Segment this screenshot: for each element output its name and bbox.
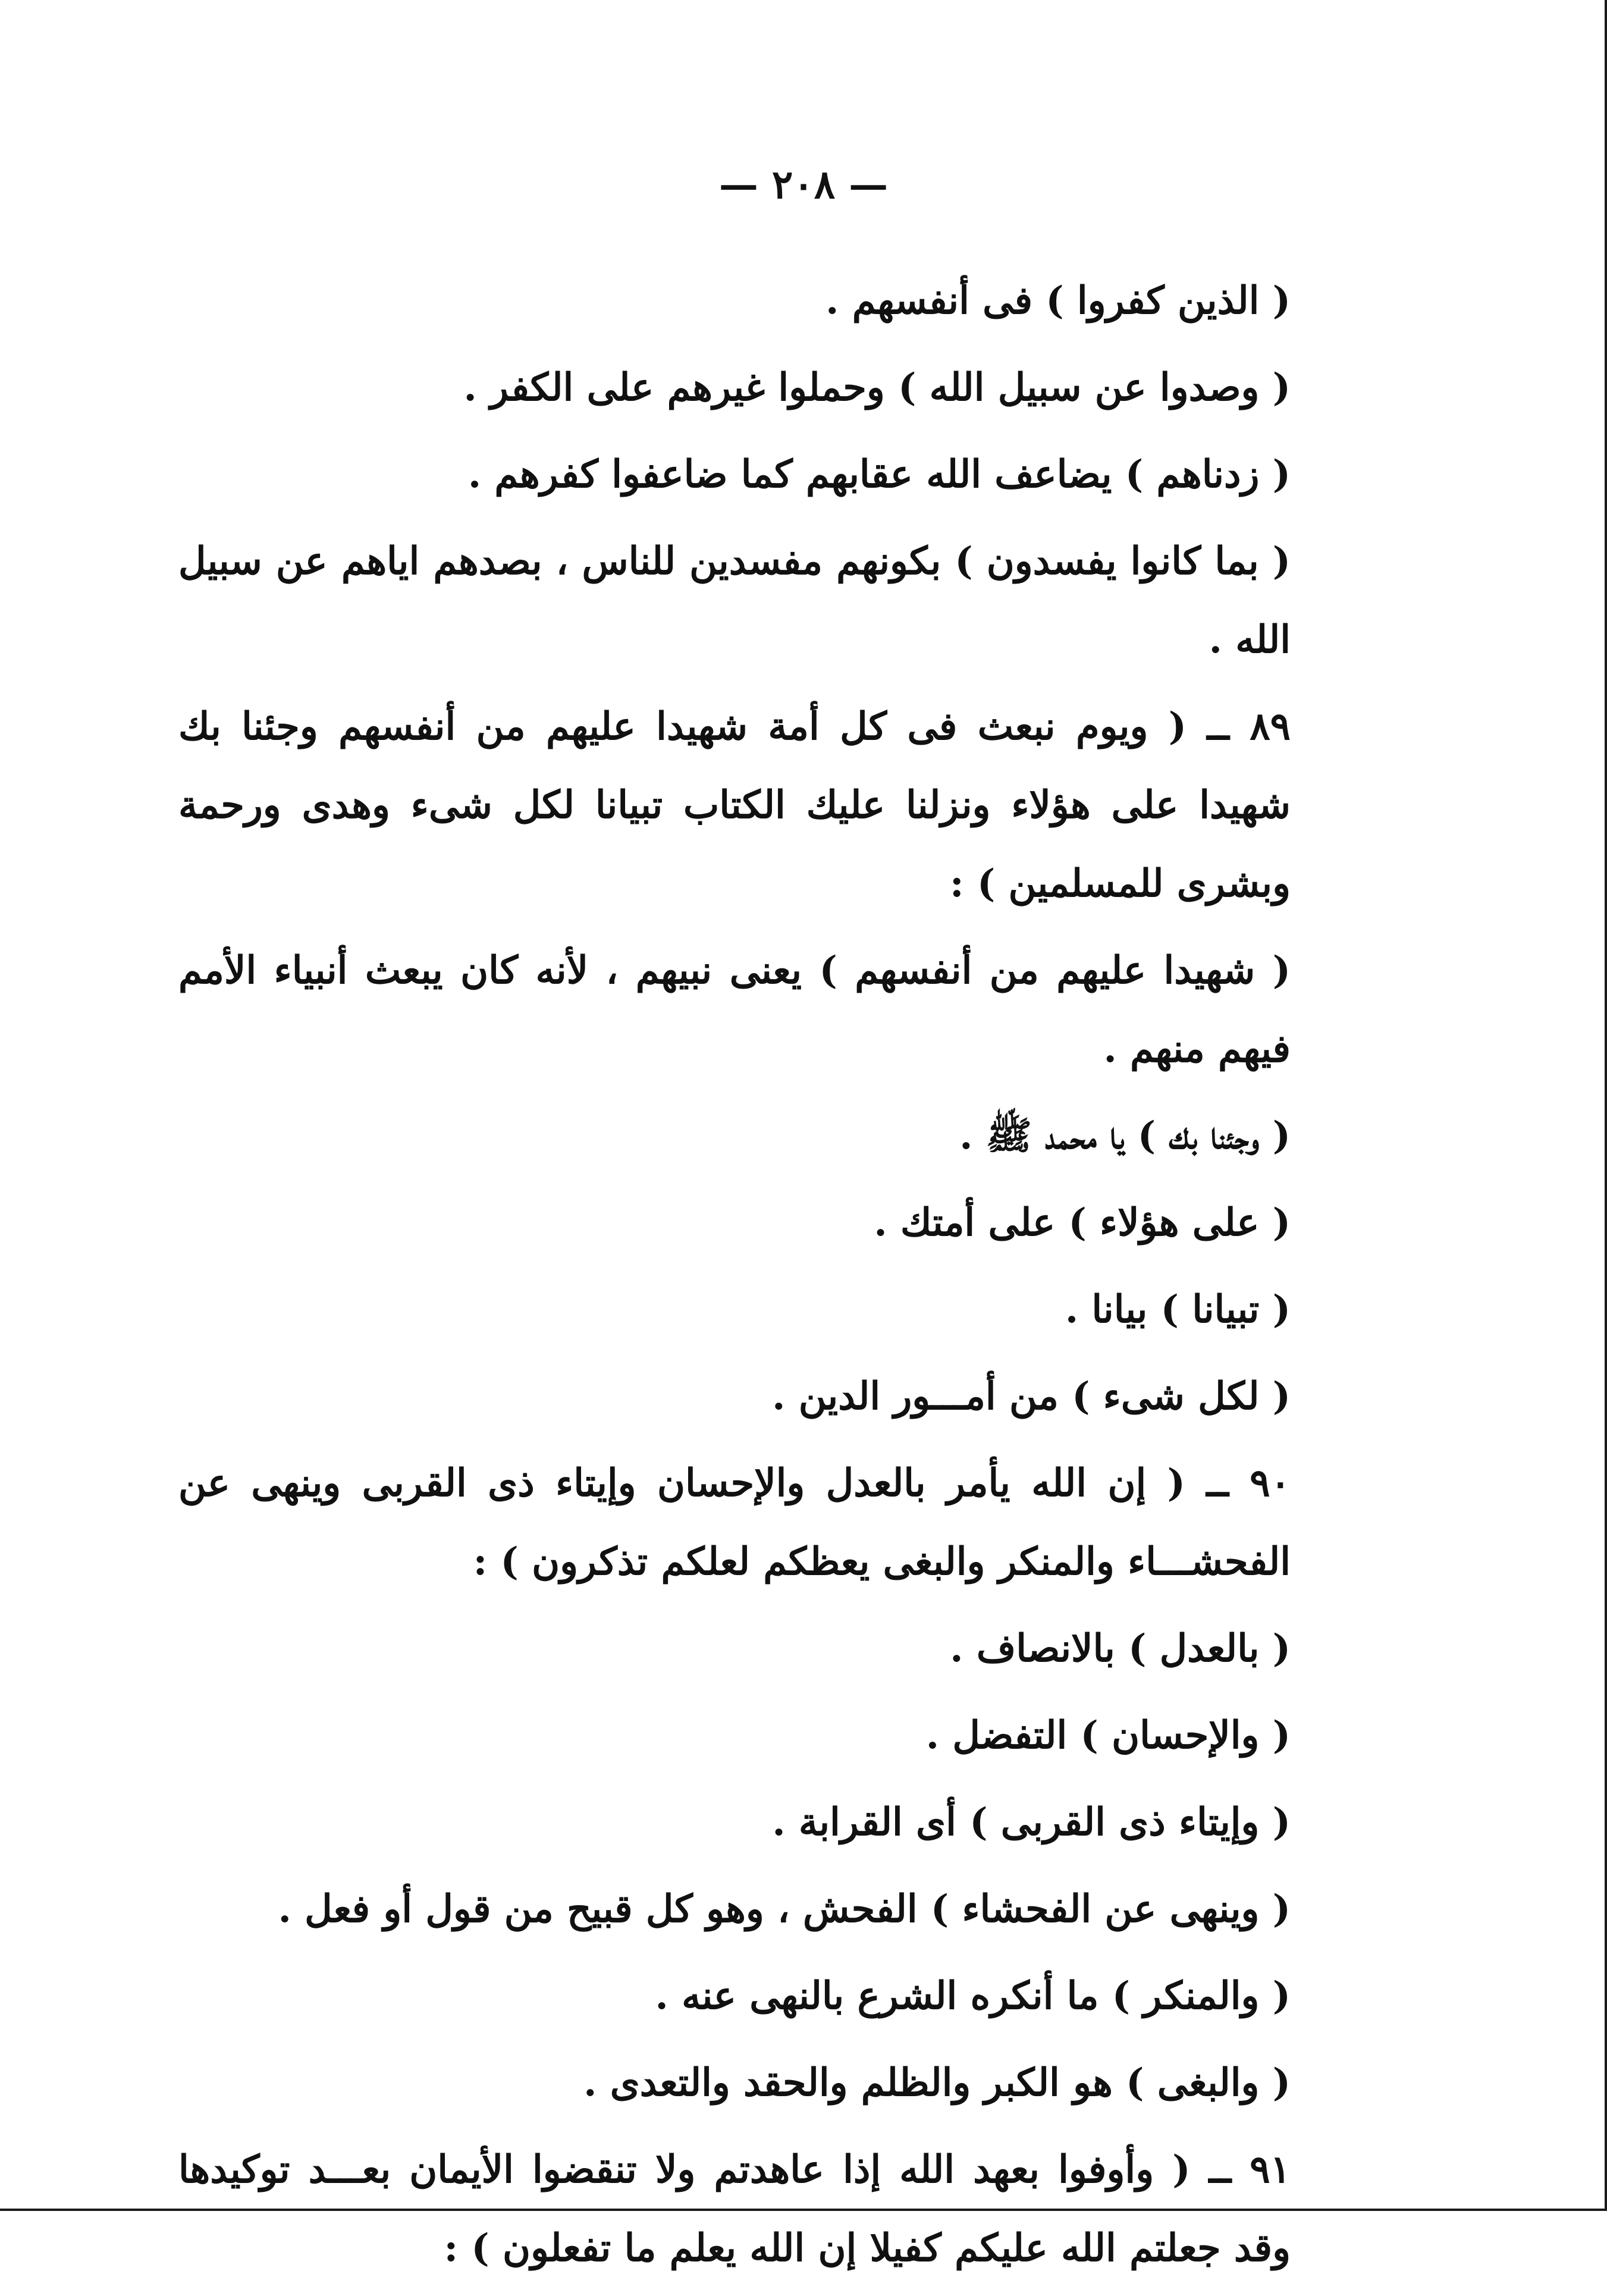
verse-paragraph-89: ٨٩ ــ ( ويوم نبعث فى كل أمة شهيدا عليهم من أنفسهم وجئنا بك شهيدا على هؤلاء ونزلنا عليك الكتاب تبيانا لكل شىء وهدى ورحمة وبشرى للمسلمين ) :	[178, 704, 1291, 906]
page-body	[178, 262, 1332, 2296]
gloss-paragraph: ( بالعدل ) بالانصاف .	[950, 1626, 1291, 1671]
gloss-paragraph: ( وصدوا عن سبيل الله ) وحملوا غيرهم على الكفر .	[463, 365, 1291, 410]
gloss-paragraph: ( وينهى عن الفحشاء ) الفحش ، وهو كل قبيح من قول أو فعل .	[278, 1887, 1291, 1931]
verse-paragraph-91: ٩١ ــ ( وأوفوا بعهد الله إذا عاهدتم ولا تنقضوا الأيمان بعـــد توكيدها وقد جعلتم الله عليكم كفيلا إن الله يعلم ما تفعلون ) :	[178, 2147, 1291, 2270]
gloss-paragraph: ( على هؤلاء ) على أمتك .	[874, 1200, 1291, 1245]
page-number: — ٢٠٨ —	[718, 161, 889, 208]
gloss-paragraph: ( بما كانوا يفسدون ) بكونهم مفسدين للناس ، بصدهم اياهم عن سبيل الله .	[178, 539, 1291, 662]
gloss-paragraph: ( شهيدا عليهم من أنفسهم ) يعنى نبيهم ، لأنه كان يبعث أنبياء الأمم فيهم منهم .	[178, 948, 1291, 1071]
gloss-paragraph: ( زدناهم ) يضاعف الله عقابهم كما ضاعفوا كفرهم .	[467, 452, 1291, 497]
gloss-paragraph: ( الذين كفروا ) فى أنفسهم .	[826, 278, 1291, 323]
gloss-paragraph: ( لكل شىء ) من أمـــور الدين .	[772, 1374, 1291, 1419]
gloss-paragraph: ( وجئنا بك ) يا محمد ﷺ .	[959, 1114, 1291, 1158]
verse-paragraph-90: ٩٠ ــ ( إن الله يأمر بالعدل والإحسان وإيتاء ذى القربى وينهى عن الفحشـــاء والمنكر والبغى يعظكم لعلكم تذكرون ) :	[178, 1461, 1291, 1584]
gloss-paragraph: ( والإحسان ) التفضل .	[925, 1713, 1291, 1758]
gloss-paragraph: ( تبيانا ) بيانا .	[1065, 1287, 1291, 1332]
gloss-paragraph: ( وإيتاء ذى القربى ) أى القرابة .	[772, 1800, 1291, 1845]
gloss-paragraph: ( والبغى ) هو الكبر والظلم والحقد والتعدى .	[583, 2060, 1291, 2105]
gloss-paragraph: ( والمنكر ) ما أنكره الشرع بالنهى عنه .	[655, 1974, 1291, 2018]
